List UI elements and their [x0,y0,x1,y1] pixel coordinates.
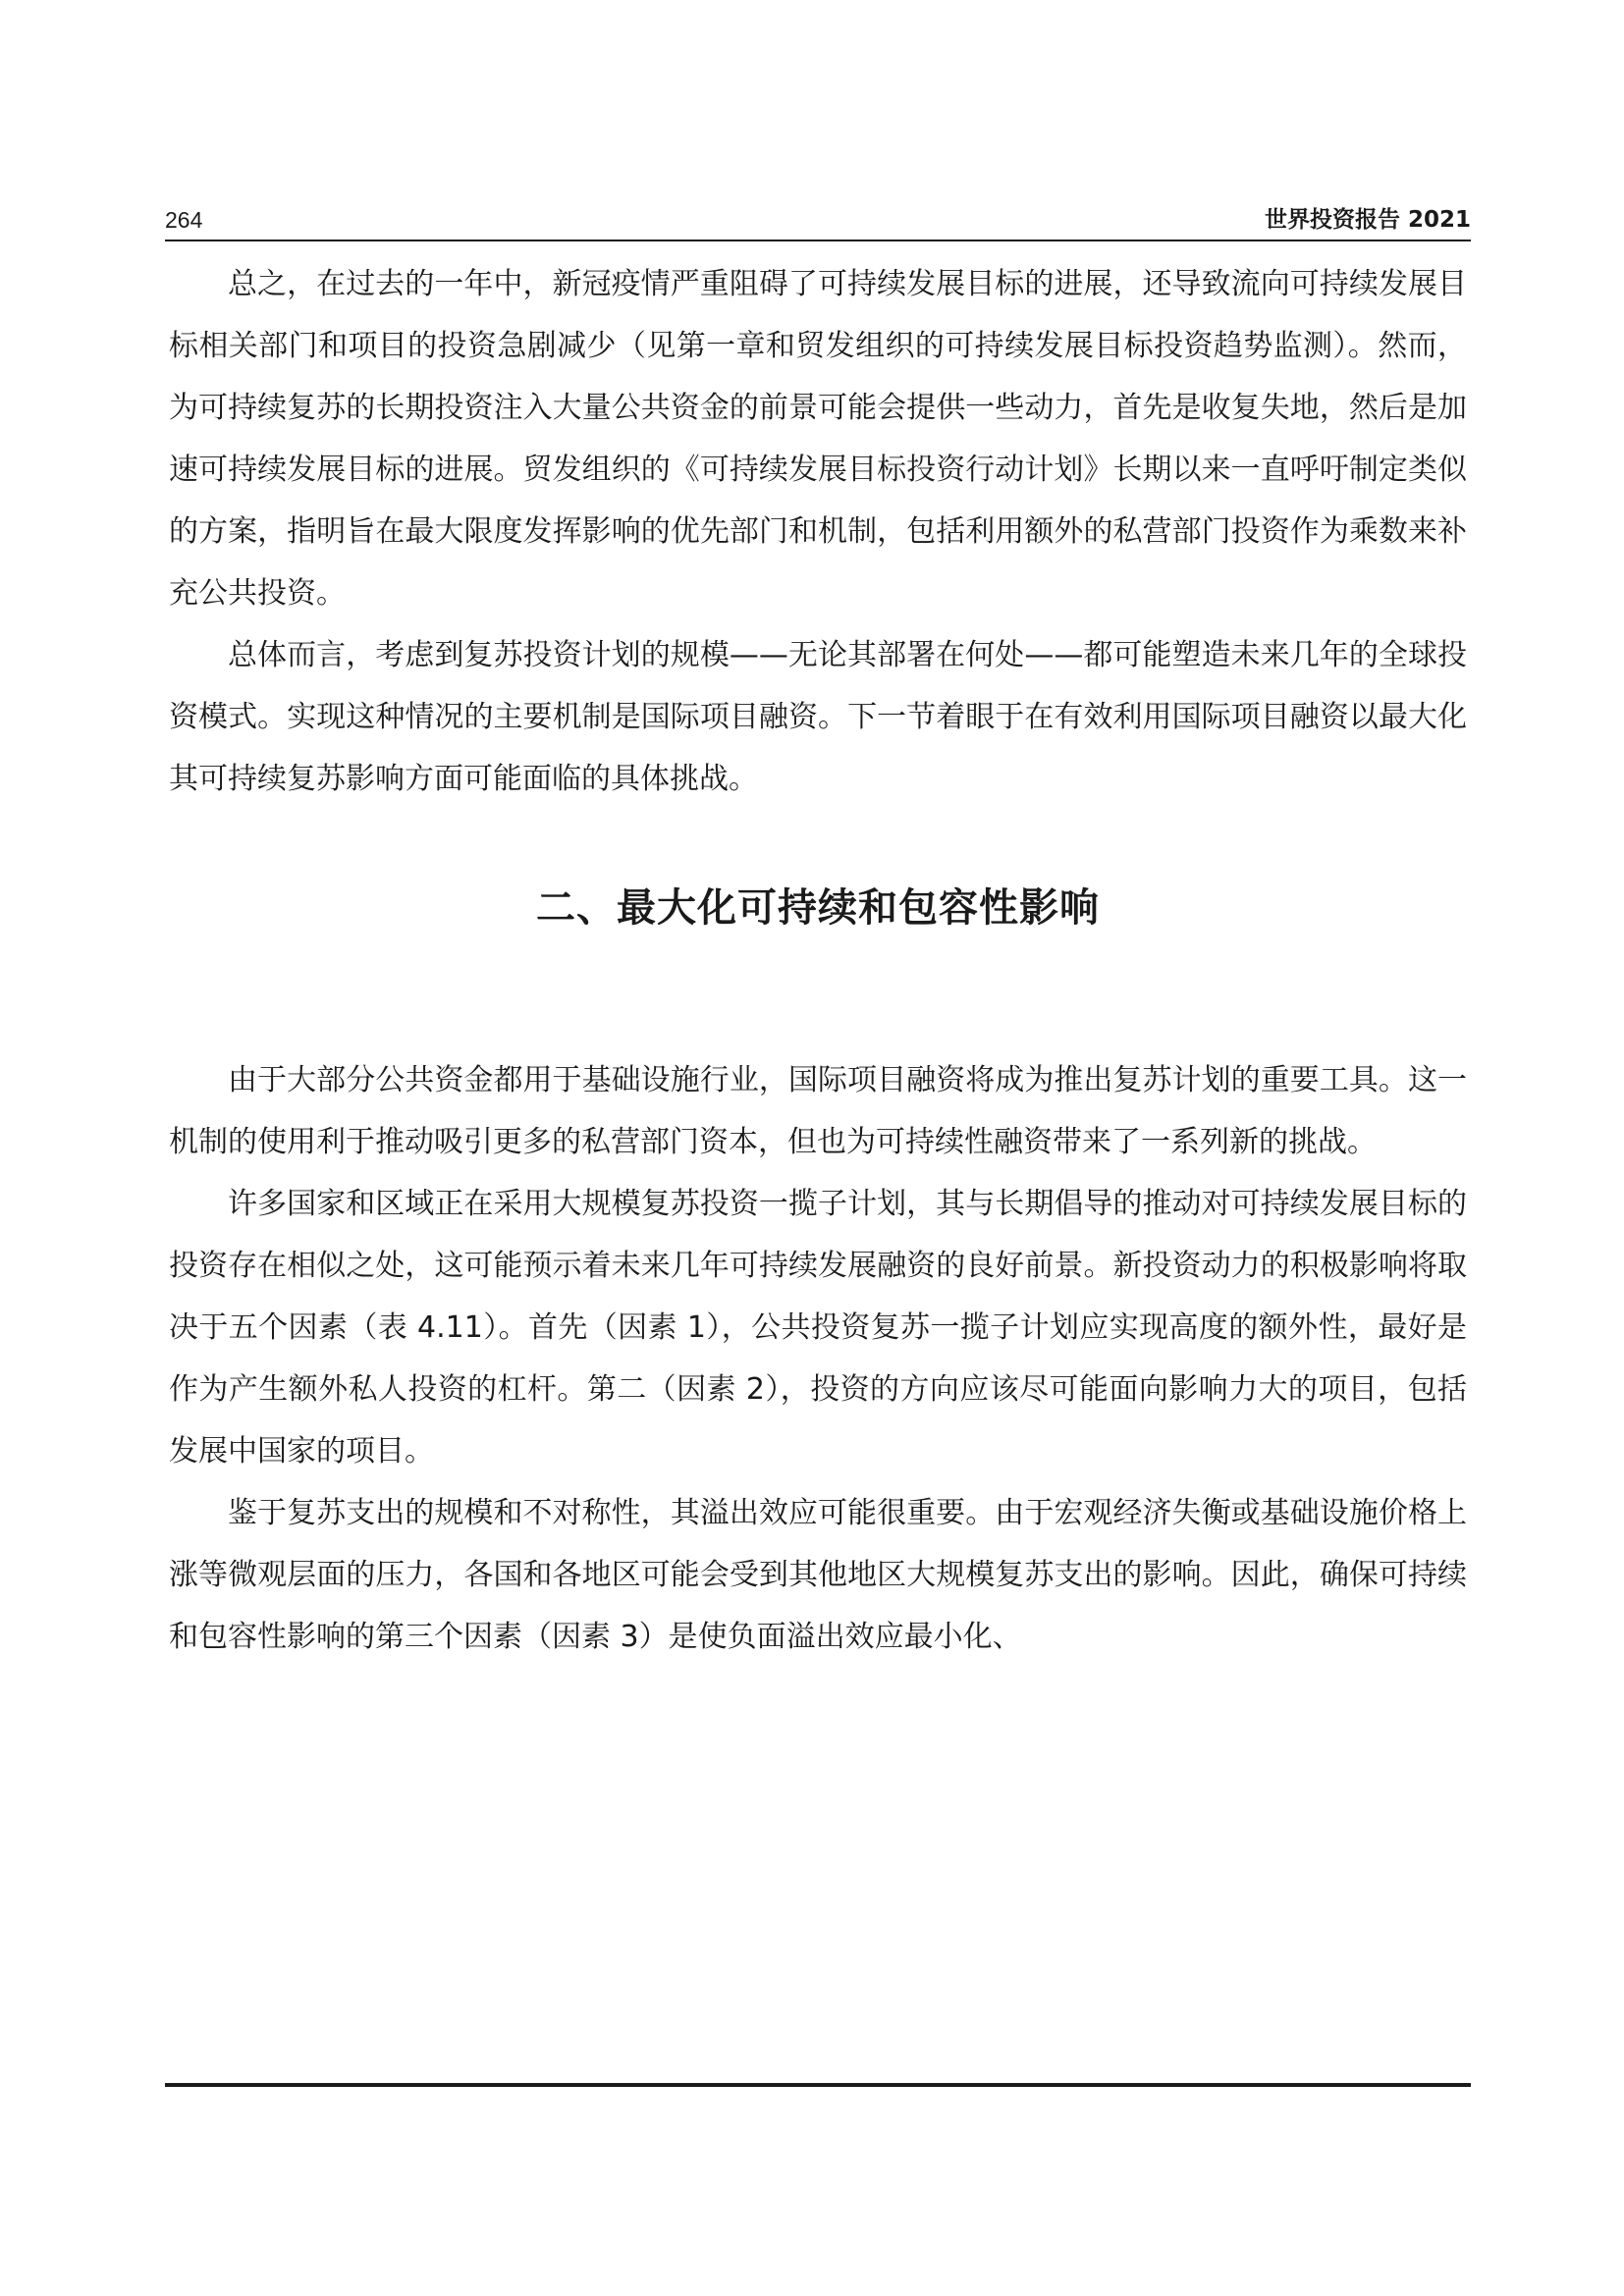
body-text [169,253,1467,1668]
paragraph: 鉴于复苏支出的规模和不对称性，其溢出效应可能很重要。由于宏观经济失衡或基础设施价格上涨等微观层面的压力，各国和各地区可能会受到其他地区大规模复苏支出的影响。因此，确保可持续和包容性影响的第三个因素（因素 3）是使负面溢出效应最小化、 [169,1496,1467,1654]
paragraph: 总体而言，考虑到复苏投资计划的规模——无论其部署在何处——都可能塑造未来几年的全球投资模式。实现这种情况的主要机制是国际项目融资。下一节着眼于在有效利用国际项目融资以最大化其可持续复苏影响方面可能面临的具体挑战。 [169,638,1467,796]
page-number: 264 [165,207,203,233]
page-header [165,204,1471,240]
header-rule [165,240,1471,241]
running-title: 世界投资报告 2021 [1264,207,1471,233]
paragraph: 由于大部分公共资金都用于基础设施行业，国际项目融资将成为推出复苏计划的重要工具。这一机制的使用利于推动吸引更多的私营部门资本，但也为可持续性融资带来了一系列新的挑战。 [169,1063,1467,1159]
paragraph: 总之，在过去的一年中，新冠疫情严重阻碍了可持续发展目标的进展，还导致流向可持续发展目标相关部门和项目的投资急剧减少（见第一章和贸发组织的可持续发展目标投资趋势监测）。然而，为可持续复苏的长期投资注入大量公共资金的前景可能会提供一些动力，首先是收复失地，然后是加速可持续发展目标的进展。贸发组织的《可持续发展目标投资行动计划》长期以来一直呼吁制定类似的方案，指明旨在最大限度发挥影响的优先部门和机制，包括利用额外的私营部门投资作为乘数来补充公共投资。 [169,267,1467,611]
section-heading: 二、最大化可持续和包容性影响 [536,885,1100,931]
footer-rule [165,2083,1471,2087]
paragraph: 许多国家和区域正在采用大规模复苏投资一揽子计划，其与长期倡导的推动对可持续发展目标的投资存在相似之处，这可能预示着未来几年可持续发展融资的良好前景。新投资动力的积极影响将取决于五个因素（表 4.11）。首先（因素 1），公共投资复苏一揽子计划应实现高度的额外性，最好是作为产生额外私人投资的杠杆。第二（因素 2），投资的方向应该尽可能面向影响力大的项目，包括发展中国家的项目。 [169,1187,1467,1468]
